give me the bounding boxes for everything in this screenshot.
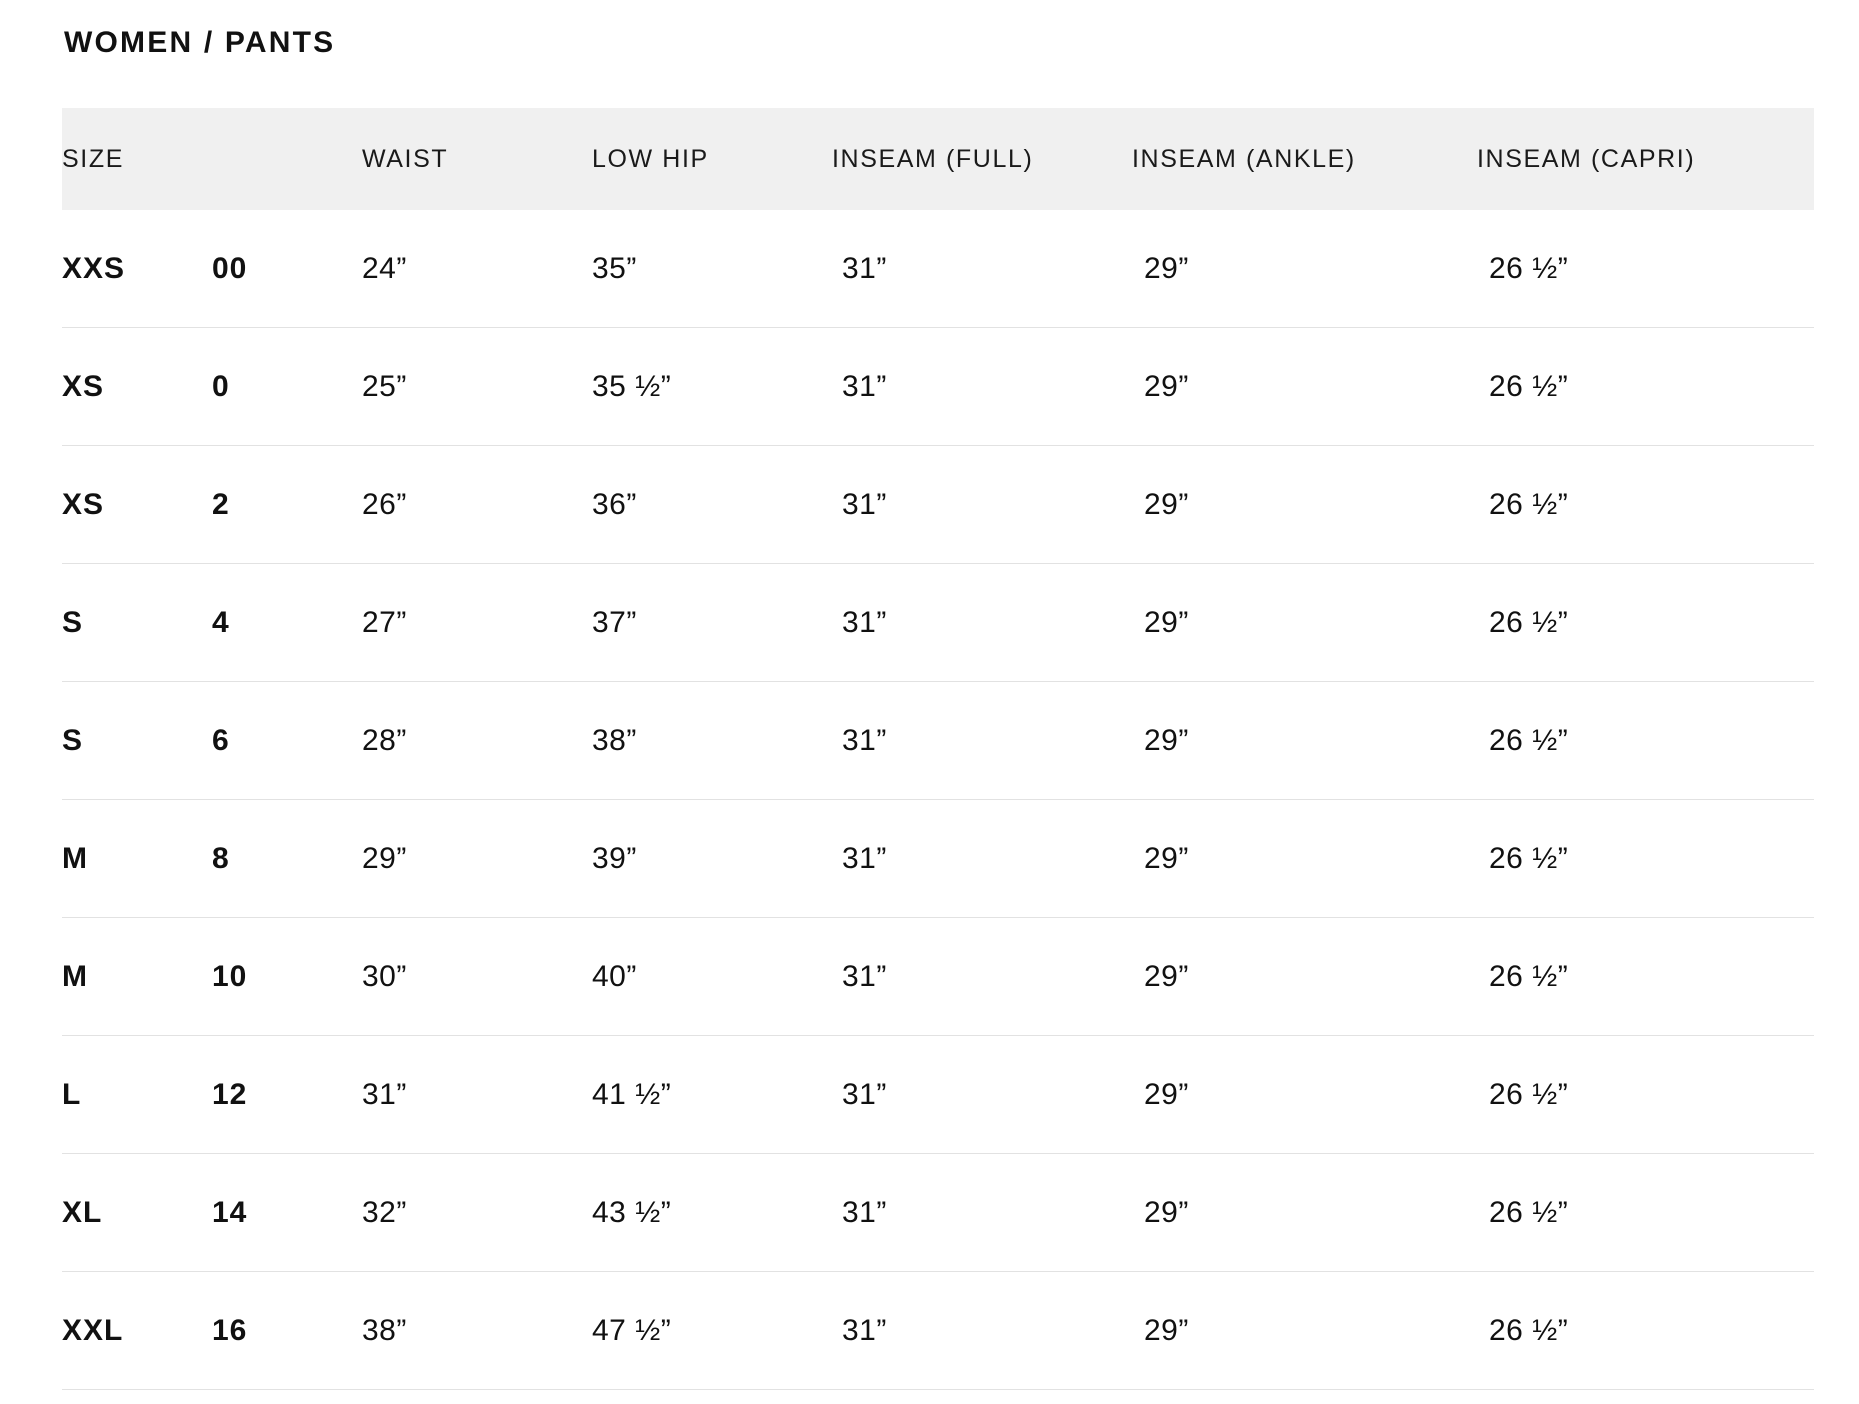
- cell-waist: 25”: [362, 328, 592, 446]
- cell-inseam-ankle: 29”: [1132, 1154, 1477, 1272]
- cell-waist: 29”: [362, 800, 592, 918]
- cell-alpha-size: M: [62, 918, 212, 1036]
- cell-numeric-size: 00: [212, 210, 362, 328]
- cell-inseam-capri: 26 ½”: [1477, 1036, 1814, 1154]
- cell-alpha-size: XS: [62, 446, 212, 564]
- cell-alpha-size: XXS: [62, 210, 212, 328]
- cell-inseam-full: 31”: [832, 1272, 1132, 1390]
- cell-inseam-full: 31”: [832, 210, 1132, 328]
- cell-waist: 26”: [362, 446, 592, 564]
- cell-low-hip: 35 ½”: [592, 328, 832, 446]
- cell-inseam-capri: 26 ½”: [1477, 328, 1814, 446]
- cell-low-hip: 41 ½”: [592, 1036, 832, 1154]
- cell-inseam-full: 31”: [832, 564, 1132, 682]
- cell-inseam-full: 31”: [832, 682, 1132, 800]
- cell-alpha-size: M: [62, 800, 212, 918]
- cell-inseam-ankle: 29”: [1132, 1272, 1477, 1390]
- cell-waist: 38”: [362, 1272, 592, 1390]
- cell-inseam-full: 31”: [832, 328, 1132, 446]
- cell-alpha-size: S: [62, 564, 212, 682]
- cell-inseam-full: 31”: [832, 800, 1132, 918]
- cell-inseam-capri: 26 ½”: [1477, 1154, 1814, 1272]
- cell-alpha-size: XL: [62, 1154, 212, 1272]
- cell-inseam-full: 31”: [832, 1036, 1132, 1154]
- cell-numeric-size: 12: [212, 1036, 362, 1154]
- cell-inseam-capri: 26 ½”: [1477, 210, 1814, 328]
- cell-low-hip: 47 ½”: [592, 1272, 832, 1390]
- table-row: [62, 210, 1814, 328]
- column-header-inseam-ankle: INSEAM (ANKLE): [1132, 108, 1477, 210]
- column-header-waist: WAIST: [362, 108, 592, 210]
- table-row: [62, 1272, 1814, 1390]
- cell-waist: 24”: [362, 210, 592, 328]
- column-header-inseam-full: INSEAM (FULL): [832, 108, 1132, 210]
- cell-inseam-full: 31”: [832, 918, 1132, 1036]
- cell-low-hip: 38”: [592, 682, 832, 800]
- cell-inseam-full: 31”: [832, 446, 1132, 564]
- cell-inseam-capri: 26 ½”: [1477, 800, 1814, 918]
- cell-low-hip: 35”: [592, 210, 832, 328]
- cell-low-hip: 39”: [592, 800, 832, 918]
- cell-numeric-size: 16: [212, 1272, 362, 1390]
- cell-low-hip: 43 ½”: [592, 1154, 832, 1272]
- cell-inseam-capri: 26 ½”: [1477, 564, 1814, 682]
- cell-inseam-full: 31”: [832, 1154, 1132, 1272]
- cell-low-hip: 40”: [592, 918, 832, 1036]
- cell-numeric-size: 6: [212, 682, 362, 800]
- cell-inseam-ankle: 29”: [1132, 210, 1477, 328]
- cell-waist: 30”: [362, 918, 592, 1036]
- table-row: [62, 1154, 1814, 1272]
- cell-alpha-size: S: [62, 682, 212, 800]
- cell-inseam-ankle: 29”: [1132, 328, 1477, 446]
- table-row: [62, 328, 1814, 446]
- cell-numeric-size: 8: [212, 800, 362, 918]
- cell-numeric-size: 14: [212, 1154, 362, 1272]
- table-row: [62, 800, 1814, 918]
- cell-low-hip: 37”: [592, 564, 832, 682]
- cell-inseam-capri: 26 ½”: [1477, 446, 1814, 564]
- table-row: [62, 564, 1814, 682]
- column-header-size: SIZE: [62, 108, 362, 210]
- column-header-low-hip: LOW HIP: [592, 108, 832, 210]
- cell-numeric-size: 2: [212, 446, 362, 564]
- cell-numeric-size: 4: [212, 564, 362, 682]
- cell-inseam-ankle: 29”: [1132, 1036, 1477, 1154]
- table-header-row: [62, 108, 1814, 210]
- table-row: [62, 918, 1814, 1036]
- cell-inseam-ankle: 29”: [1132, 918, 1477, 1036]
- cell-waist: 27”: [362, 564, 592, 682]
- cell-inseam-capri: 26 ½”: [1477, 918, 1814, 1036]
- cell-waist: 28”: [362, 682, 592, 800]
- size-chart-table: [62, 108, 1814, 1390]
- table-row: [62, 1036, 1814, 1154]
- cell-inseam-capri: 26 ½”: [1477, 682, 1814, 800]
- cell-waist: 32”: [362, 1154, 592, 1272]
- cell-alpha-size: L: [62, 1036, 212, 1154]
- cell-alpha-size: XS: [62, 328, 212, 446]
- table-row: [62, 446, 1814, 564]
- cell-inseam-capri: 26 ½”: [1477, 1272, 1814, 1390]
- cell-inseam-ankle: 29”: [1132, 446, 1477, 564]
- cell-numeric-size: 0: [212, 328, 362, 446]
- cell-inseam-ankle: 29”: [1132, 564, 1477, 682]
- column-header-inseam-capri: INSEAM (CAPRI): [1477, 108, 1814, 210]
- table-row: [62, 682, 1814, 800]
- cell-numeric-size: 10: [212, 918, 362, 1036]
- cell-inseam-ankle: 29”: [1132, 800, 1477, 918]
- cell-inseam-ankle: 29”: [1132, 682, 1477, 800]
- cell-alpha-size: XXL: [62, 1272, 212, 1390]
- page-title: WOMEN / PANTS: [64, 26, 336, 59]
- cell-low-hip: 36”: [592, 446, 832, 564]
- cell-waist: 31”: [362, 1036, 592, 1154]
- table-header: [62, 108, 1814, 210]
- table-body: [62, 210, 1814, 1390]
